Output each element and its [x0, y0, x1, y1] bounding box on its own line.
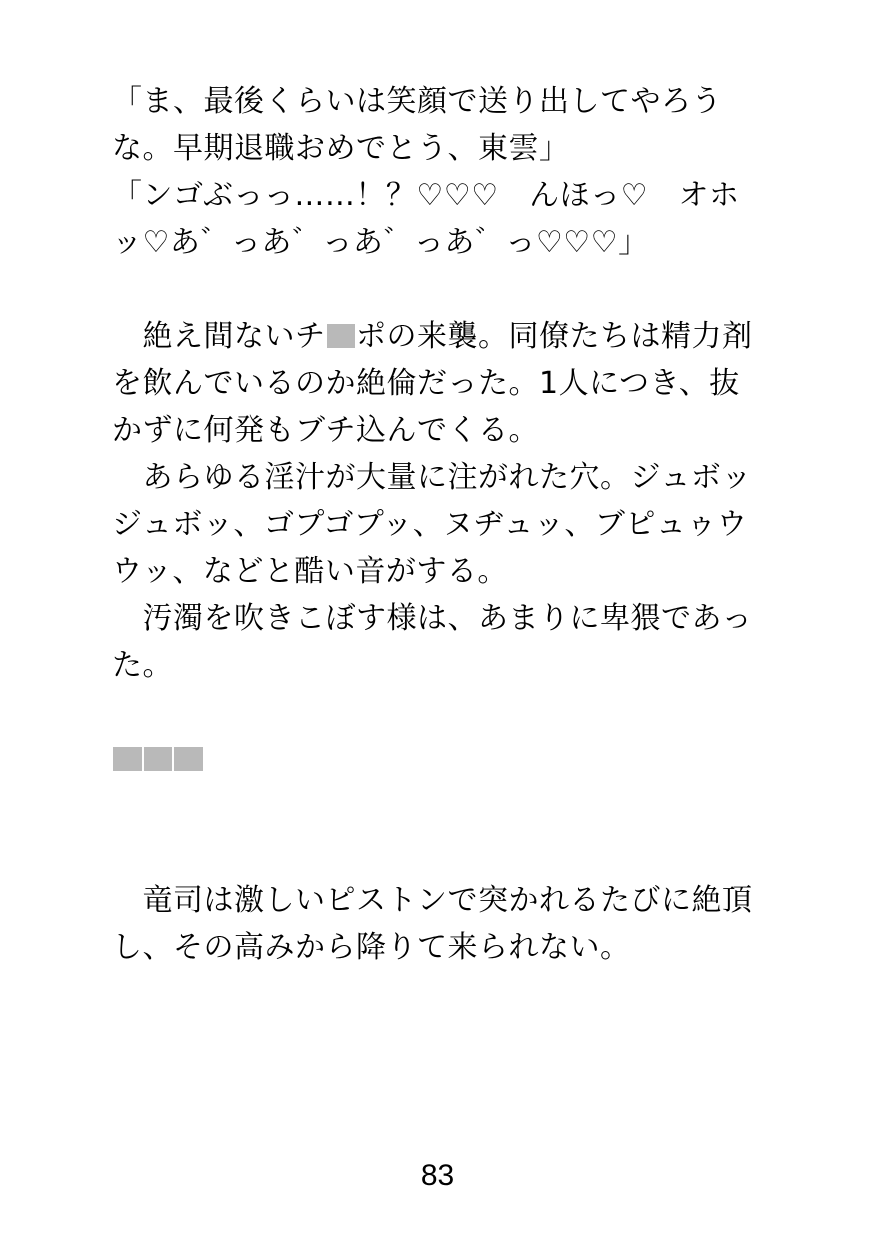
- page-body: [112, 78, 763, 971]
- paragraph-spacer-1: [112, 266, 763, 313]
- paragraph-dialogue-1: 「ま、最後くらいは笑顔で送り出してやろうな。早期退職おめでとう、東雲」: [112, 84, 722, 166]
- paragraph-narration-2: あらゆる淫汁が大量に注がれた穴。ジュボッジュボッ、ゴプゴプッ、ヌヂュッ、ブピュゥウウッ、などと酷い音がする。: [112, 460, 752, 589]
- page-number: 83: [420, 1159, 455, 1192]
- paragraph-thought-1: [112, 736, 763, 783]
- narration-1-text-after: ポの来襲。同僚たちは精力剤を飲んでいるのか絶倫だった。1人につき、抜かずに何発もブチ込んでくる。: [112, 319, 753, 448]
- paragraph-narration-1: [112, 313, 763, 454]
- paragraph-dialogue-2: 「ンゴぶっっ……！？♡♡♡ んほっ♡ オホッ♡あ゛っあ゛っあ゛っあ゛っ♡♡♡」: [112, 178, 740, 260]
- redaction-block-icon: [327, 324, 356, 347]
- paragraph-spacer-4: [112, 830, 763, 877]
- redaction-block-icon: [144, 747, 173, 770]
- redaction-block-icon: [113, 747, 142, 770]
- redaction-block-icon: [174, 747, 203, 770]
- paragraph-spacer-2: [112, 689, 763, 736]
- narration-1-text-before: 絶え間ないチ: [112, 319, 326, 354]
- paragraph-dialogue-4: 竜司は激しいピストンで突かれるたびに絶頂し、その高みから降りて来られない。: [112, 883, 753, 965]
- paragraph-narration-3: 汚濁を吹きこぼす様は、あまりに卑猥であった。: [112, 601, 753, 683]
- paragraph-spacer-3: [112, 783, 763, 830]
